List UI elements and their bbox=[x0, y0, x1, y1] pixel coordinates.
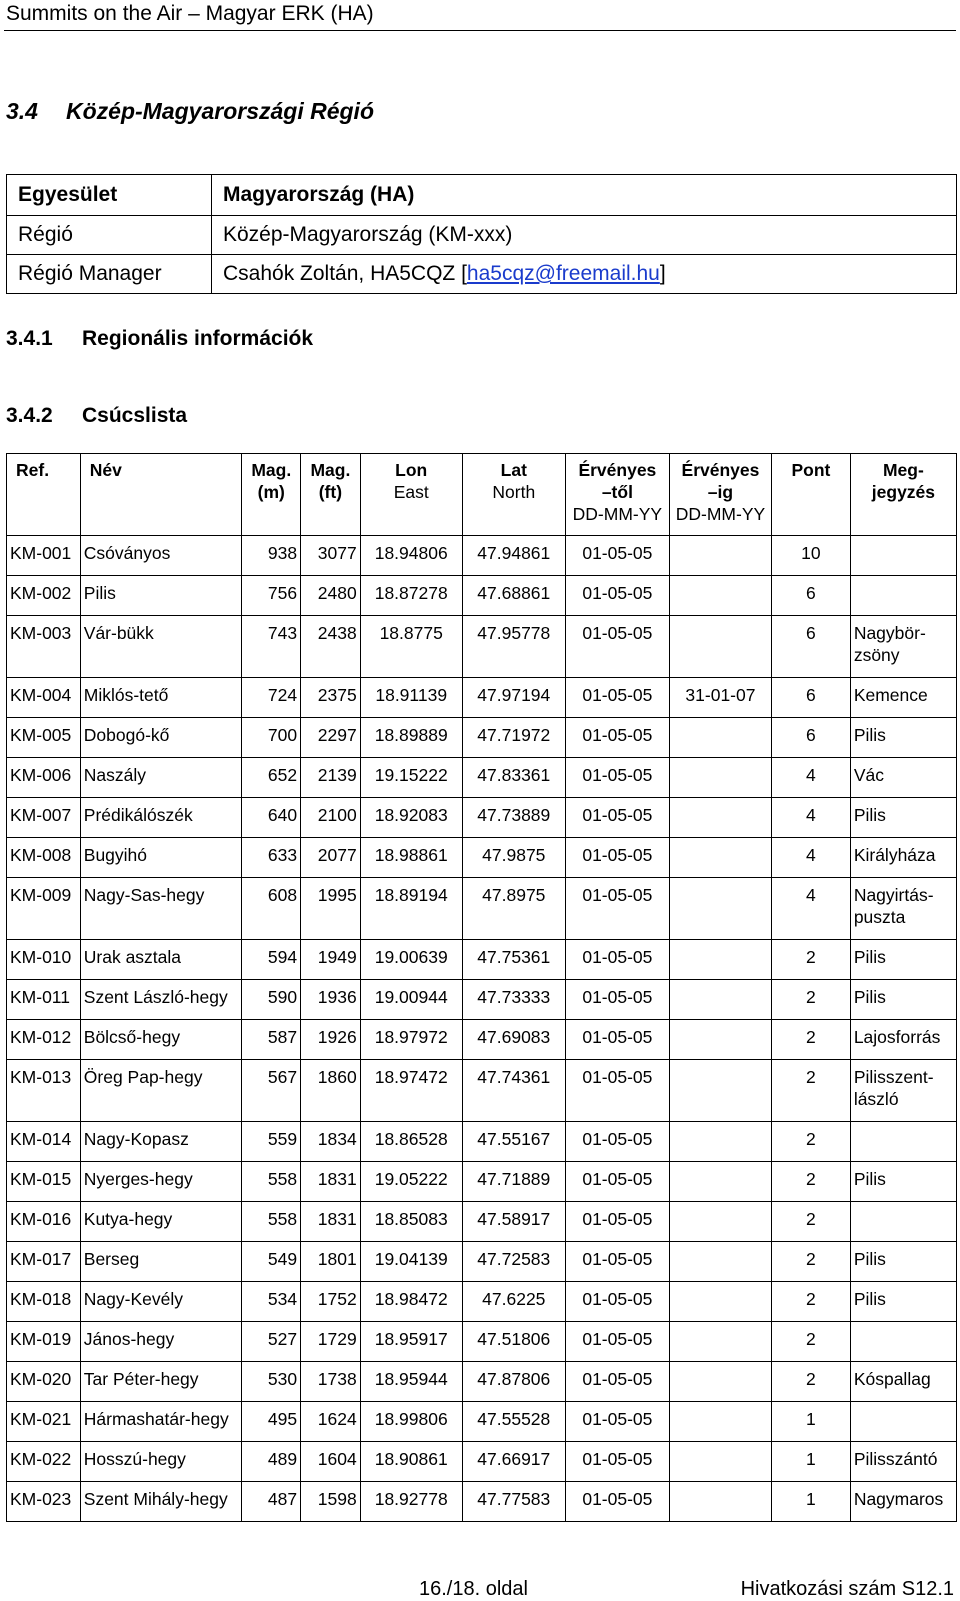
col-header-lon: Lon East bbox=[360, 454, 462, 536]
table-row bbox=[7, 1202, 957, 1242]
cell-lat: 47.74361 bbox=[462, 1060, 565, 1122]
footer-reference: Hivatkozási szám S12.1 bbox=[740, 1578, 954, 1600]
cell-notes: Pilisszántó bbox=[850, 1442, 956, 1482]
cell-lon: 18.8775 bbox=[360, 616, 462, 678]
summit-list-table bbox=[6, 453, 957, 1522]
cell-ref: KM-022 bbox=[7, 1442, 81, 1482]
cell-notes: Pilis bbox=[850, 718, 956, 758]
cell-valid-from: 01-05-05 bbox=[565, 838, 669, 878]
cell-valid-from: 01-05-05 bbox=[565, 678, 669, 718]
cell-lon: 18.85083 bbox=[360, 1202, 462, 1242]
info-row bbox=[7, 175, 957, 216]
cell-ref: KM-018 bbox=[7, 1282, 81, 1322]
cell-mag-m: 495 bbox=[242, 1402, 301, 1442]
cell-mag-m: 608 bbox=[242, 878, 301, 940]
cell-valid-to bbox=[669, 576, 771, 616]
col-header-notes: Meg- jegyzés bbox=[850, 454, 956, 536]
cell-valid-to bbox=[669, 718, 771, 758]
cell-ref: KM-003 bbox=[7, 616, 81, 678]
cell-lat: 47.68861 bbox=[462, 576, 565, 616]
cell-points: 2 bbox=[771, 1242, 850, 1282]
cell-mag-m: 587 bbox=[242, 1020, 301, 1060]
cell-mag-m: 756 bbox=[242, 576, 301, 616]
cell-valid-to bbox=[669, 1202, 771, 1242]
manager-email-link[interactable]: ha5cqz@freemail.hu bbox=[466, 262, 660, 285]
cell-valid-from: 01-05-05 bbox=[565, 1060, 669, 1122]
cell-mag-ft: 1936 bbox=[301, 980, 361, 1020]
cell-mag-m: 487 bbox=[242, 1482, 301, 1522]
cell-lat: 47.83361 bbox=[462, 758, 565, 798]
cell-valid-to bbox=[669, 798, 771, 838]
cell-name: Naszály bbox=[80, 758, 242, 798]
cell-mag-m: 558 bbox=[242, 1162, 301, 1202]
cell-lat: 47.55528 bbox=[462, 1402, 565, 1442]
cell-notes: Királyháza bbox=[850, 838, 956, 878]
cell-mag-m: 640 bbox=[242, 798, 301, 838]
cell-name: Bugyihó bbox=[80, 838, 242, 878]
cell-points: 6 bbox=[771, 616, 850, 678]
cell-lat: 47.66917 bbox=[462, 1442, 565, 1482]
cell-notes bbox=[850, 1322, 956, 1362]
cell-valid-to bbox=[669, 536, 771, 576]
cell-valid-from: 01-05-05 bbox=[565, 1020, 669, 1060]
cell-lon: 19.04139 bbox=[360, 1242, 462, 1282]
cell-ref: KM-021 bbox=[7, 1402, 81, 1442]
cell-name: Szent László-hegy bbox=[80, 980, 242, 1020]
subsection-title: Csúcslista bbox=[82, 404, 188, 427]
table-row bbox=[7, 1442, 957, 1482]
cell-valid-from: 01-05-05 bbox=[565, 1242, 669, 1282]
cell-ref: KM-002 bbox=[7, 576, 81, 616]
cell-notes: Pilisszent-lászló bbox=[850, 1060, 956, 1122]
cell-notes bbox=[850, 1202, 956, 1242]
cell-points: 2 bbox=[771, 980, 850, 1020]
cell-lat: 47.72583 bbox=[462, 1242, 565, 1282]
cell-lon: 18.86528 bbox=[360, 1122, 462, 1162]
cell-lat: 47.75361 bbox=[462, 940, 565, 980]
cell-notes bbox=[850, 1402, 956, 1442]
cell-mag-ft: 1738 bbox=[301, 1362, 361, 1402]
header-divider bbox=[4, 30, 956, 31]
cell-valid-from: 01-05-05 bbox=[565, 1122, 669, 1162]
col-header-name: Név bbox=[80, 454, 242, 536]
table-row bbox=[7, 940, 957, 980]
info-row bbox=[7, 216, 957, 255]
cell-mag-ft: 2480 bbox=[301, 576, 361, 616]
cell-valid-to bbox=[669, 1282, 771, 1322]
cell-mag-ft: 1598 bbox=[301, 1482, 361, 1522]
col-header-valid-from: Érvényes –től DD-MM-YY bbox=[565, 454, 669, 536]
cell-points: 2 bbox=[771, 1202, 850, 1242]
cell-lat: 47.95778 bbox=[462, 616, 565, 678]
cell-mag-ft: 1604 bbox=[301, 1442, 361, 1482]
cell-valid-to bbox=[669, 758, 771, 798]
col-header-valid-to: Érvényes –ig DD-MM-YY bbox=[669, 454, 771, 536]
cell-notes: Kóspallag bbox=[850, 1362, 956, 1402]
cell-notes bbox=[850, 1122, 956, 1162]
document-header-title: Summits on the Air – Magyar ERK (HA) bbox=[6, 2, 374, 25]
cell-lat: 47.97194 bbox=[462, 678, 565, 718]
cell-ref: KM-016 bbox=[7, 1202, 81, 1242]
cell-points: 6 bbox=[771, 576, 850, 616]
cell-ref: KM-007 bbox=[7, 798, 81, 838]
cell-lon: 18.98861 bbox=[360, 838, 462, 878]
col-header-points: Pont bbox=[771, 454, 850, 536]
cell-valid-to bbox=[669, 1442, 771, 1482]
info-label: Egyesület bbox=[7, 175, 212, 216]
table-row bbox=[7, 1402, 957, 1442]
cell-mag-ft: 2100 bbox=[301, 798, 361, 838]
cell-lat: 47.73889 bbox=[462, 798, 565, 838]
cell-points: 4 bbox=[771, 798, 850, 838]
footer-page-number: 16./18. oldal bbox=[419, 1578, 528, 1600]
cell-ref: KM-017 bbox=[7, 1242, 81, 1282]
cell-notes: Nagymaros bbox=[850, 1482, 956, 1522]
cell-mag-m: 489 bbox=[242, 1442, 301, 1482]
cell-ref: KM-006 bbox=[7, 758, 81, 798]
cell-ref: KM-019 bbox=[7, 1322, 81, 1362]
col-header-ref: Ref. bbox=[7, 454, 81, 536]
cell-valid-to bbox=[669, 1122, 771, 1162]
cell-valid-from: 01-05-05 bbox=[565, 616, 669, 678]
cell-valid-from: 01-05-05 bbox=[565, 758, 669, 798]
cell-name: Öreg Pap-hegy bbox=[80, 1060, 242, 1122]
cell-name: Kutya-hegy bbox=[80, 1202, 242, 1242]
cell-notes: Lajosforrás bbox=[850, 1020, 956, 1060]
cell-name: Urak asztala bbox=[80, 940, 242, 980]
cell-name: Miklós-tető bbox=[80, 678, 242, 718]
cell-mag-ft: 1831 bbox=[301, 1162, 361, 1202]
cell-lon: 18.95944 bbox=[360, 1362, 462, 1402]
cell-points: 2 bbox=[771, 1362, 850, 1402]
cell-name: Hosszú-hegy bbox=[80, 1442, 242, 1482]
cell-name: Pilis bbox=[80, 576, 242, 616]
cell-lon: 18.90861 bbox=[360, 1442, 462, 1482]
cell-lat: 47.73333 bbox=[462, 980, 565, 1020]
cell-lat: 47.8975 bbox=[462, 878, 565, 940]
cell-mag-m: 530 bbox=[242, 1362, 301, 1402]
region-info-table bbox=[6, 174, 957, 294]
section-heading bbox=[6, 98, 374, 125]
cell-valid-to bbox=[669, 1482, 771, 1522]
cell-valid-to bbox=[669, 1060, 771, 1122]
table-row bbox=[7, 1282, 957, 1322]
cell-points: 1 bbox=[771, 1402, 850, 1442]
summit-table-body bbox=[7, 536, 957, 1522]
cell-mag-m: 567 bbox=[242, 1060, 301, 1122]
cell-valid-from: 01-05-05 bbox=[565, 1402, 669, 1442]
cell-mag-ft: 2139 bbox=[301, 758, 361, 798]
cell-valid-from: 01-05-05 bbox=[565, 1282, 669, 1322]
cell-mag-m: 938 bbox=[242, 536, 301, 576]
cell-mag-m: 724 bbox=[242, 678, 301, 718]
cell-lat: 47.77583 bbox=[462, 1482, 565, 1522]
table-row bbox=[7, 678, 957, 718]
table-row bbox=[7, 1482, 957, 1522]
table-row bbox=[7, 878, 957, 940]
cell-ref: KM-011 bbox=[7, 980, 81, 1020]
cell-mag-ft: 1926 bbox=[301, 1020, 361, 1060]
cell-points: 2 bbox=[771, 1322, 850, 1362]
info-value: Közép-Magyarország (KM-xxx) bbox=[212, 216, 957, 255]
manager-name: Csahók Zoltán, HA5CQZ [ bbox=[223, 262, 467, 285]
cell-mag-ft: 3077 bbox=[301, 536, 361, 576]
cell-points: 2 bbox=[771, 1122, 850, 1162]
cell-mag-ft: 2297 bbox=[301, 718, 361, 758]
cell-points: 4 bbox=[771, 838, 850, 878]
cell-valid-to bbox=[669, 980, 771, 1020]
subsection-heading-summit-list bbox=[6, 404, 187, 428]
cell-name: Vár-bükk bbox=[80, 616, 242, 678]
cell-valid-to bbox=[669, 1322, 771, 1362]
section-title: Közép-Magyarországi Régió bbox=[66, 98, 374, 124]
cell-lon: 18.87278 bbox=[360, 576, 462, 616]
cell-mag-ft: 1834 bbox=[301, 1122, 361, 1162]
cell-name: János-hegy bbox=[80, 1322, 242, 1362]
cell-valid-to bbox=[669, 940, 771, 980]
cell-valid-to bbox=[669, 1242, 771, 1282]
cell-mag-ft: 1752 bbox=[301, 1282, 361, 1322]
cell-valid-to bbox=[669, 1362, 771, 1402]
cell-notes: Pilis bbox=[850, 1282, 956, 1322]
cell-lat: 47.9875 bbox=[462, 838, 565, 878]
cell-lat: 47.71972 bbox=[462, 718, 565, 758]
summit-table-header bbox=[7, 454, 957, 536]
cell-notes: Nagybör-zsöny bbox=[850, 616, 956, 678]
info-row bbox=[7, 255, 957, 294]
cell-lon: 18.92778 bbox=[360, 1482, 462, 1522]
table-row bbox=[7, 1242, 957, 1282]
cell-lat: 47.71889 bbox=[462, 1162, 565, 1202]
cell-ref: KM-014 bbox=[7, 1122, 81, 1162]
cell-lon: 19.15222 bbox=[360, 758, 462, 798]
info-value: Magyarország (HA) bbox=[212, 175, 957, 216]
cell-valid-to bbox=[669, 1020, 771, 1060]
cell-name: Nagy-Sas-hegy bbox=[80, 878, 242, 940]
cell-ref: KM-008 bbox=[7, 838, 81, 878]
cell-ref: KM-001 bbox=[7, 536, 81, 576]
cell-mag-ft: 2077 bbox=[301, 838, 361, 878]
cell-points: 4 bbox=[771, 758, 850, 798]
col-header-lat: Lat North bbox=[462, 454, 565, 536]
cell-ref: KM-020 bbox=[7, 1362, 81, 1402]
cell-mag-ft: 1729 bbox=[301, 1322, 361, 1362]
cell-lon: 18.98472 bbox=[360, 1282, 462, 1322]
cell-lon: 18.89194 bbox=[360, 878, 462, 940]
table-row bbox=[7, 616, 957, 678]
cell-mag-ft: 2375 bbox=[301, 678, 361, 718]
subsection-title: Regionális információk bbox=[82, 327, 314, 350]
cell-mag-ft: 1995 bbox=[301, 878, 361, 940]
cell-lon: 18.94806 bbox=[360, 536, 462, 576]
table-row bbox=[7, 1322, 957, 1362]
cell-points: 1 bbox=[771, 1442, 850, 1482]
cell-name: Nagy-Kevély bbox=[80, 1282, 242, 1322]
cell-mag-ft: 1831 bbox=[301, 1202, 361, 1242]
cell-points: 6 bbox=[771, 718, 850, 758]
cell-valid-from: 01-05-05 bbox=[565, 1202, 669, 1242]
cell-lat: 47.55167 bbox=[462, 1122, 565, 1162]
info-label: Régió Manager bbox=[7, 255, 212, 294]
cell-lon: 18.92083 bbox=[360, 798, 462, 838]
cell-mag-m: 590 bbox=[242, 980, 301, 1020]
table-row bbox=[7, 1020, 957, 1060]
table-row bbox=[7, 1122, 957, 1162]
cell-mag-ft: 1624 bbox=[301, 1402, 361, 1442]
cell-mag-m: 534 bbox=[242, 1282, 301, 1322]
info-label: Régió bbox=[7, 216, 212, 255]
cell-lon: 19.00639 bbox=[360, 940, 462, 980]
cell-notes: Pilis bbox=[850, 980, 956, 1020]
cell-lon: 18.91139 bbox=[360, 678, 462, 718]
cell-mag-m: 633 bbox=[242, 838, 301, 878]
table-row bbox=[7, 1362, 957, 1402]
cell-points: 2 bbox=[771, 1282, 850, 1322]
cell-name: Csóványos bbox=[80, 536, 242, 576]
cell-ref: KM-012 bbox=[7, 1020, 81, 1060]
cell-ref: KM-015 bbox=[7, 1162, 81, 1202]
cell-mag-m: 527 bbox=[242, 1322, 301, 1362]
cell-name: Dobogó-kő bbox=[80, 718, 242, 758]
subsection-number: 3.4.2 bbox=[6, 404, 53, 427]
manager-bracket: ] bbox=[659, 262, 666, 285]
cell-name: Hármashatár-hegy bbox=[80, 1402, 242, 1442]
cell-name: Prédikálószék bbox=[80, 798, 242, 838]
cell-mag-m: 652 bbox=[242, 758, 301, 798]
col-header-mag-ft: Mag. (ft) bbox=[301, 454, 361, 536]
cell-lon: 19.00944 bbox=[360, 980, 462, 1020]
table-row bbox=[7, 980, 957, 1020]
cell-notes: Pilis bbox=[850, 1162, 956, 1202]
cell-name: Tar Péter-hegy bbox=[80, 1362, 242, 1402]
cell-valid-to bbox=[669, 616, 771, 678]
cell-valid-to bbox=[669, 1162, 771, 1202]
cell-points: 1 bbox=[771, 1482, 850, 1522]
cell-mag-ft: 1949 bbox=[301, 940, 361, 980]
table-row bbox=[7, 718, 957, 758]
cell-lat: 47.69083 bbox=[462, 1020, 565, 1060]
cell-mag-m: 549 bbox=[242, 1242, 301, 1282]
table-row bbox=[7, 536, 957, 576]
cell-lon: 18.99806 bbox=[360, 1402, 462, 1442]
cell-points: 6 bbox=[771, 678, 850, 718]
table-row bbox=[7, 798, 957, 838]
cell-lon: 19.05222 bbox=[360, 1162, 462, 1202]
info-value bbox=[212, 255, 957, 294]
cell-ref: KM-009 bbox=[7, 878, 81, 940]
cell-points: 2 bbox=[771, 940, 850, 980]
cell-ref: KM-005 bbox=[7, 718, 81, 758]
cell-valid-to bbox=[669, 878, 771, 940]
cell-points: 4 bbox=[771, 878, 850, 940]
cell-name: Nagy-Kopasz bbox=[80, 1122, 242, 1162]
cell-notes bbox=[850, 536, 956, 576]
cell-valid-from: 01-05-05 bbox=[565, 878, 669, 940]
table-row bbox=[7, 1060, 957, 1122]
cell-notes bbox=[850, 576, 956, 616]
cell-ref: KM-023 bbox=[7, 1482, 81, 1522]
cell-mag-ft: 2438 bbox=[301, 616, 361, 678]
section-number: 3.4 bbox=[6, 98, 38, 124]
cell-name: Nyerges-hegy bbox=[80, 1162, 242, 1202]
cell-valid-from: 01-05-05 bbox=[565, 718, 669, 758]
cell-points: 2 bbox=[771, 1060, 850, 1122]
cell-notes: Nagyirtás-puszta bbox=[850, 878, 956, 940]
cell-mag-ft: 1801 bbox=[301, 1242, 361, 1282]
cell-lon: 18.97472 bbox=[360, 1060, 462, 1122]
cell-mag-m: 594 bbox=[242, 940, 301, 980]
cell-mag-m: 700 bbox=[242, 718, 301, 758]
cell-mag-m: 559 bbox=[242, 1122, 301, 1162]
cell-lat: 47.6225 bbox=[462, 1282, 565, 1322]
cell-lon: 18.97972 bbox=[360, 1020, 462, 1060]
cell-mag-m: 743 bbox=[242, 616, 301, 678]
cell-name: Berseg bbox=[80, 1242, 242, 1282]
cell-name: Bölcső-hegy bbox=[80, 1020, 242, 1060]
cell-lat: 47.51806 bbox=[462, 1322, 565, 1362]
cell-notes: Vác bbox=[850, 758, 956, 798]
cell-ref: KM-010 bbox=[7, 940, 81, 980]
cell-mag-ft: 1860 bbox=[301, 1060, 361, 1122]
cell-points: 10 bbox=[771, 536, 850, 576]
cell-lon: 18.89889 bbox=[360, 718, 462, 758]
table-row bbox=[7, 1162, 957, 1202]
cell-notes: Kemence bbox=[850, 678, 956, 718]
cell-valid-from: 01-05-05 bbox=[565, 1442, 669, 1482]
cell-ref: KM-004 bbox=[7, 678, 81, 718]
cell-valid-from: 01-05-05 bbox=[565, 1362, 669, 1402]
subsection-number: 3.4.1 bbox=[6, 327, 53, 350]
table-row bbox=[7, 758, 957, 798]
cell-lon: 18.95917 bbox=[360, 1322, 462, 1362]
cell-points: 2 bbox=[771, 1162, 850, 1202]
cell-notes: Pilis bbox=[850, 940, 956, 980]
cell-ref: KM-013 bbox=[7, 1060, 81, 1122]
cell-points: 2 bbox=[771, 1020, 850, 1060]
cell-valid-from: 01-05-05 bbox=[565, 940, 669, 980]
cell-notes: Pilis bbox=[850, 798, 956, 838]
cell-valid-from: 01-05-05 bbox=[565, 1482, 669, 1522]
col-header-mag-m: Mag. (m) bbox=[242, 454, 301, 536]
cell-valid-to: 31-01-07 bbox=[669, 678, 771, 718]
subsection-heading-regional-info bbox=[6, 327, 313, 351]
cell-name: Szent Mihály-hegy bbox=[80, 1482, 242, 1522]
cell-notes: Pilis bbox=[850, 1242, 956, 1282]
cell-valid-to bbox=[669, 1402, 771, 1442]
cell-valid-to bbox=[669, 838, 771, 878]
cell-valid-from: 01-05-05 bbox=[565, 980, 669, 1020]
cell-valid-from: 01-05-05 bbox=[565, 798, 669, 838]
cell-lat: 47.58917 bbox=[462, 1202, 565, 1242]
table-row bbox=[7, 576, 957, 616]
table-row bbox=[7, 838, 957, 878]
cell-valid-from: 01-05-05 bbox=[565, 536, 669, 576]
cell-valid-from: 01-05-05 bbox=[565, 576, 669, 616]
cell-lat: 47.87806 bbox=[462, 1362, 565, 1402]
cell-lat: 47.94861 bbox=[462, 536, 565, 576]
cell-mag-m: 558 bbox=[242, 1202, 301, 1242]
cell-valid-from: 01-05-05 bbox=[565, 1162, 669, 1202]
cell-valid-from: 01-05-05 bbox=[565, 1322, 669, 1362]
